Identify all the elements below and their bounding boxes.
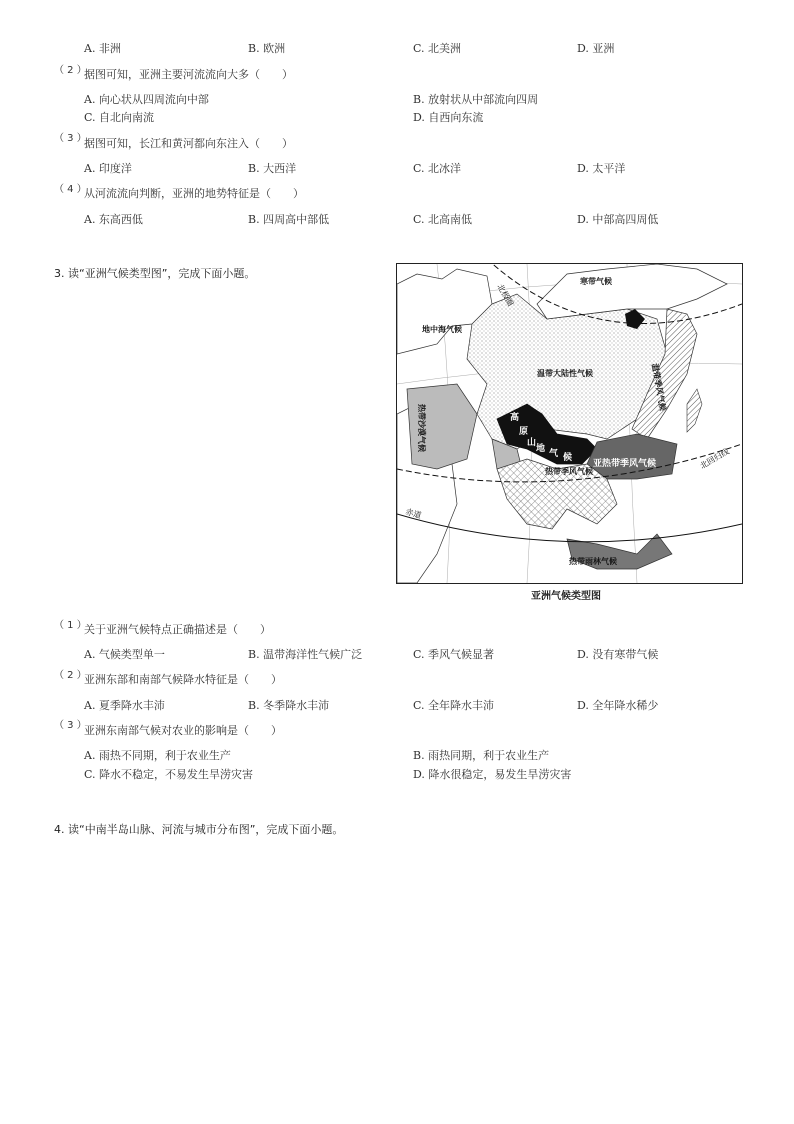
q2-sub1-option-a[interactable]: A. 非洲: [84, 42, 121, 55]
q3-sub2-number: （ 2 ）: [54, 670, 87, 681]
label-highland-6: 候: [563, 453, 573, 463]
label-subarctic: 寒带气候: [580, 277, 612, 286]
q2-sub3-option-c[interactable]: C. 北冰洋: [413, 162, 462, 175]
q3-sub3-option-a[interactable]: A. 雨热不同期，利于农业生产: [84, 749, 231, 762]
label-tropical-desert: 热带沙漠气候: [417, 404, 426, 452]
q3-sub3-option-c[interactable]: C. 降水不稳定，不易发生旱涝灾害: [84, 768, 254, 781]
label-temperate-monsoon: 温带季风气候: [650, 362, 668, 412]
map-caption: 亚洲气候类型图: [531, 591, 601, 602]
q4-heading: 4. 读“中南半岛山脉、河流与城市分布图”，完成下面小题。: [54, 823, 344, 836]
label-subtropical-monsoon: 亚热带季风气候: [593, 459, 657, 469]
q2-sub4-option-c[interactable]: C. 北高南低: [413, 213, 473, 226]
q3-sub3-number: （ 3 ）: [54, 720, 87, 731]
q3-sub1-option-d[interactable]: D. 没有寒带气候: [577, 648, 659, 661]
asia-climate-map: [396, 263, 743, 584]
japan-outline: [687, 389, 702, 432]
q2-sub4-stem: 从河流流向判断，亚洲的地势特征是（ ）: [84, 187, 304, 200]
q2-sub2-option-b[interactable]: B. 放射状从中部流向四周: [413, 93, 539, 106]
q3-sub3-option-b[interactable]: B. 雨热同期，利于农业生产: [413, 749, 550, 762]
q2-sub3-option-d[interactable]: D. 太平洋: [577, 162, 626, 175]
q3-sub1-number: （ 1 ）: [54, 620, 87, 631]
label-continental: 温带大陆性气候: [537, 369, 593, 378]
q2-sub2-option-d[interactable]: D. 自西向东流: [413, 111, 484, 124]
q2-sub3-stem: 据图可知，长江和黄河都向东注入（ ）: [84, 137, 293, 150]
q2-sub1-option-c[interactable]: C. 北美洲: [413, 42, 462, 55]
q2-sub4-option-b[interactable]: B. 四周高中部低: [248, 213, 330, 226]
q3-heading: 3. 读“亚洲气候类型图”，完成下面小题。: [54, 267, 256, 280]
q2-sub2-option-a[interactable]: A. 向心状从四周流向中部: [84, 93, 209, 106]
q2-sub4-option-a[interactable]: A. 东高西低: [84, 213, 143, 226]
label-rainforest: 热带雨林气候: [569, 557, 617, 566]
q2-sub1-option-d[interactable]: D. 亚洲: [577, 42, 615, 55]
q2-sub1-option-b[interactable]: B. 欧洲: [248, 42, 286, 55]
q2-sub3-number: （ 3 ）: [54, 133, 87, 144]
q2-sub2-option-c[interactable]: C. 自北向南流: [84, 111, 155, 124]
q2-sub3-option-a[interactable]: A. 印度洋: [84, 162, 132, 175]
label-highland-5: 气: [549, 449, 559, 459]
label-highland-2: 原: [519, 427, 529, 437]
label-tropical-monsoon: 热带季风气候: [545, 467, 593, 476]
q2-sub4-option-d[interactable]: D. 中部高四周低: [577, 213, 659, 226]
label-tropic-of-cancer: 北回归线: [698, 446, 731, 471]
label-arctic-circle: 北极圈: [495, 282, 516, 308]
label-highland-1: 高: [510, 413, 520, 423]
q2-sub3-option-b[interactable]: B. 大西洋: [248, 162, 297, 175]
q3-sub2-option-c[interactable]: C. 全年降水丰沛: [413, 699, 495, 712]
q3-sub2-option-a[interactable]: A. 夏季降水丰沛: [84, 699, 165, 712]
q3-sub3-stem: 亚洲东南部气候对农业的影响是（ ）: [84, 724, 282, 737]
q3-sub1-option-b[interactable]: B. 温带海洋性气候广泛: [248, 648, 363, 661]
q2-sub4-number: （ 4 ）: [54, 184, 87, 195]
q3-sub2-stem: 亚洲东部和南部气候降水特征是（ ）: [84, 673, 282, 686]
label-mediterranean: 地中海气候: [422, 325, 462, 334]
q3-sub2-option-b[interactable]: B. 冬季降水丰沛: [248, 699, 330, 712]
q3-sub3-option-d[interactable]: D. 降水很稳定，易发生旱涝灾害: [413, 768, 572, 781]
q2-sub2-stem: 据图可知，亚洲主要河流流向大多（ ）: [84, 68, 293, 81]
label-equator: 赤道: [404, 507, 423, 521]
label-highland-4: 地: [536, 444, 546, 454]
label-highland-3: 山: [527, 438, 537, 448]
q3-sub2-option-d[interactable]: D. 全年降水稀少: [577, 699, 659, 712]
q2-sub2-number: （ 2 ）: [54, 65, 87, 76]
q3-sub1-stem: 关于亚洲气候特点正确描述是（ ）: [84, 623, 271, 636]
q3-sub1-option-c[interactable]: C. 季风气候显著: [413, 648, 495, 661]
q3-sub1-option-a[interactable]: A. 气候类型单一: [84, 648, 165, 661]
